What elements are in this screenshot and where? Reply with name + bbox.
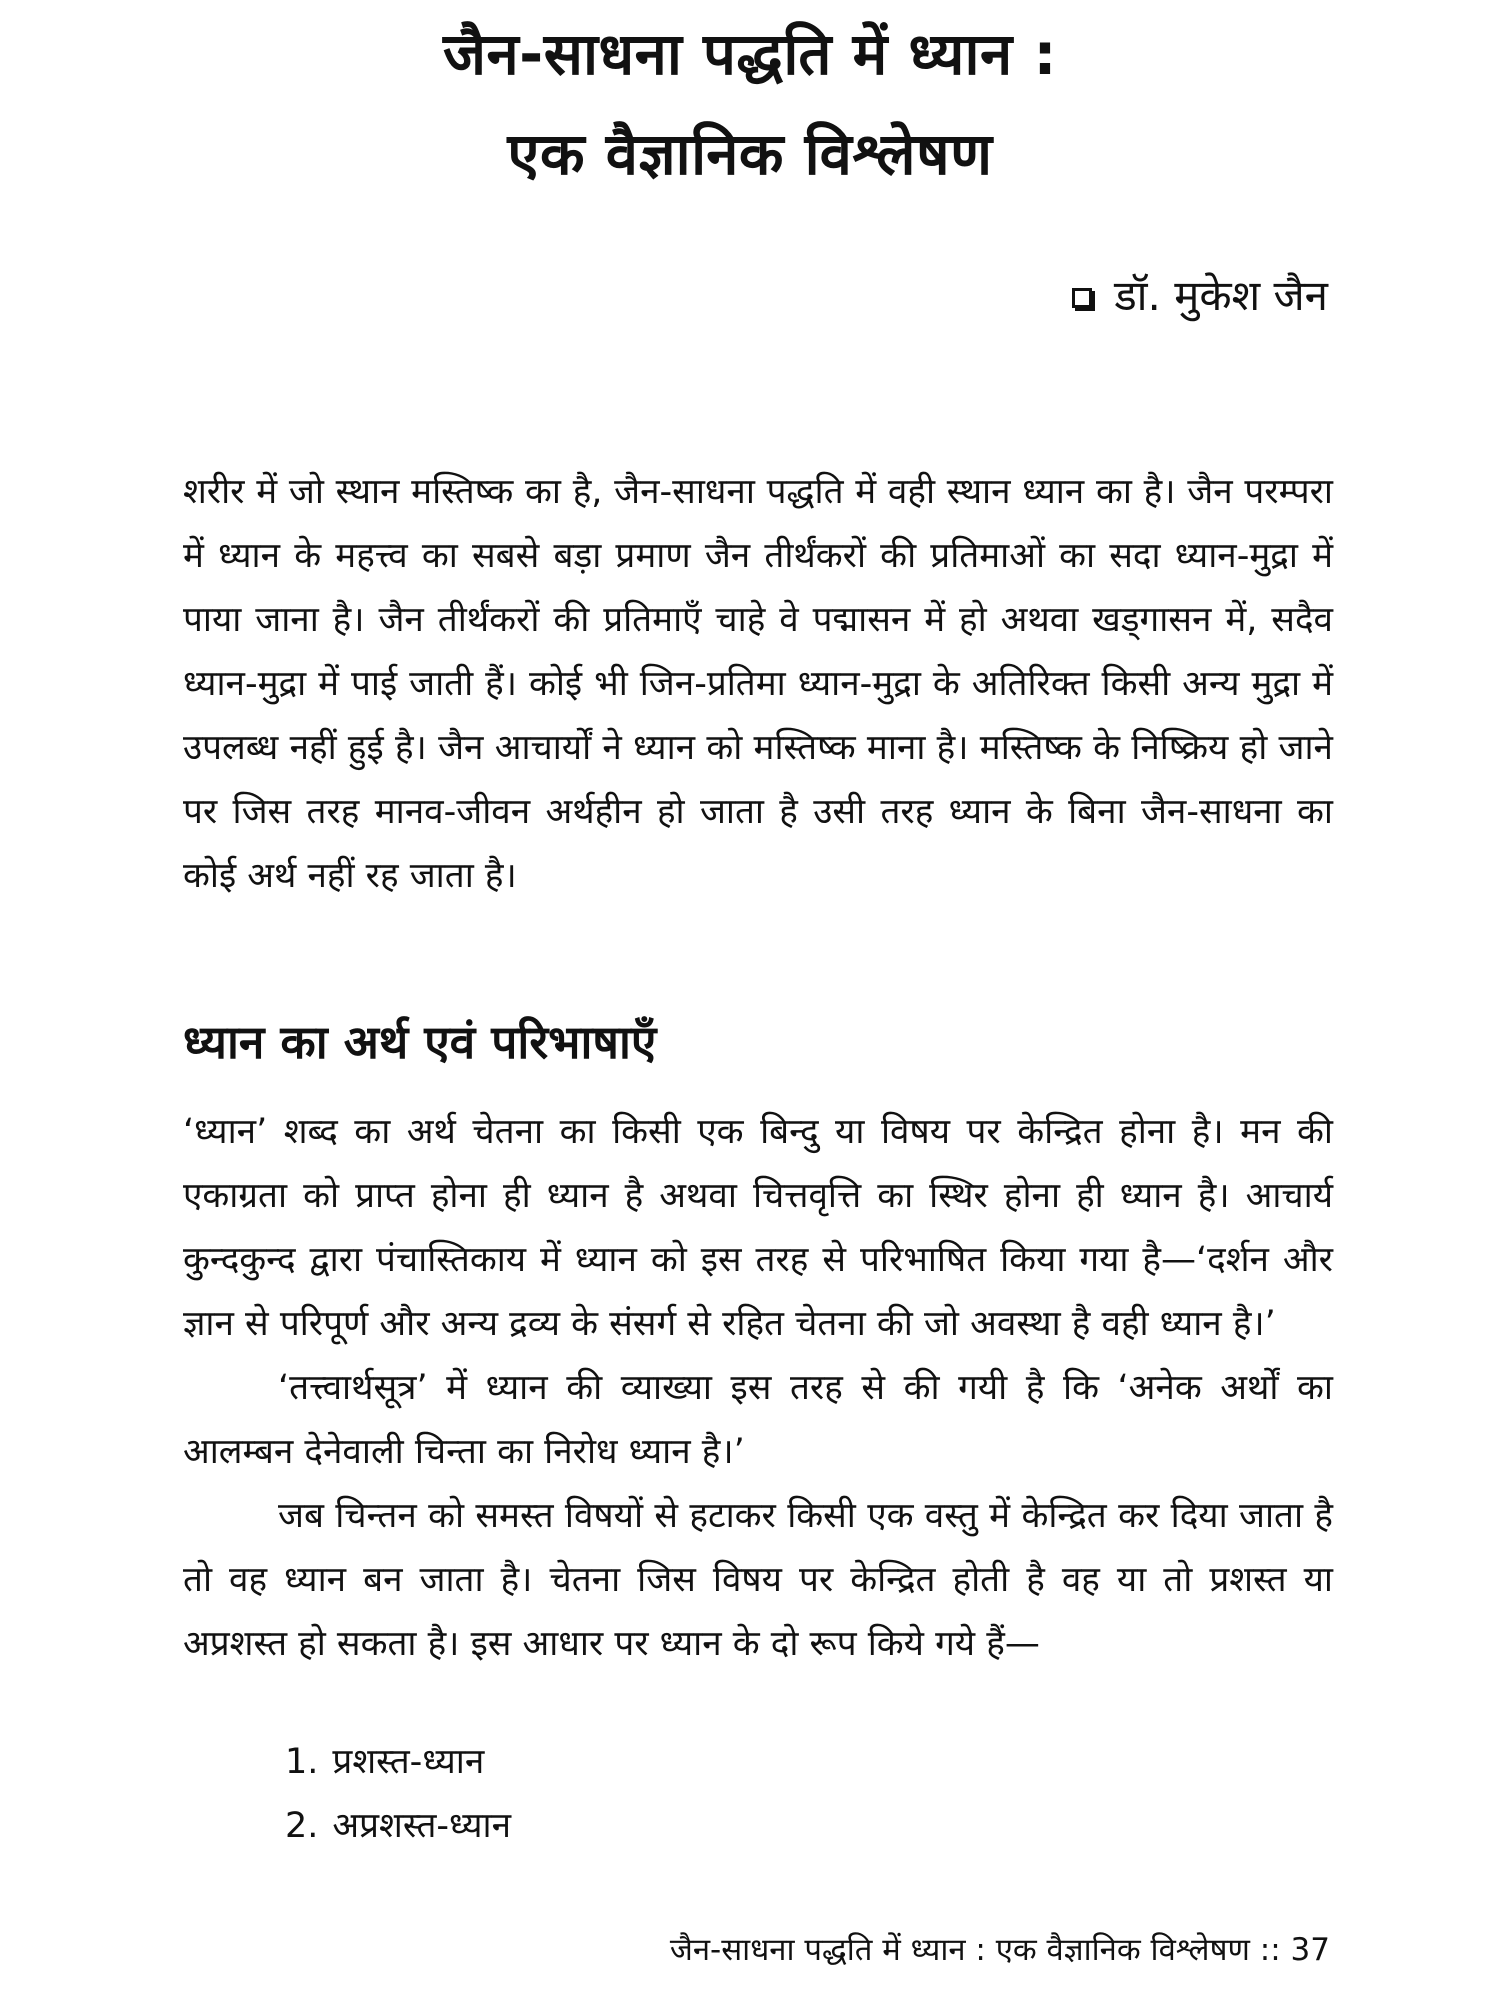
list-item-number: 1. — [285, 1742, 319, 1782]
list-item — [285, 1794, 511, 1858]
section-paragraph-2: ‘तत्त्वार्थसूत्र’ में ध्यान की व्याख्या इस तरह से की गयी है कि ‘अनेक अर्थों का आलम्बन देनेवाली चिन्ता का निरोध ध्यान है।’ — [183, 1368, 1333, 1472]
list-item-text: अप्रशस्त-ध्यान — [332, 1806, 512, 1846]
footer-separator: :: — [1259, 1932, 1281, 1968]
list-item-number: 2. — [285, 1806, 319, 1846]
article-title-line-2: एक वैज्ञानिक विश्लेषण — [507, 120, 993, 188]
author-byline — [1072, 268, 1328, 324]
list-item — [285, 1730, 511, 1794]
intro-paragraph: शरीर में जो स्थान मस्तिष्क का है, जैन-साधना पद्धति में वही स्थान ध्यान का है। जैन परम्परा में ध्यान के महत्त्व का सबसे बड़ा प्रमाण जैन तीर्थंकरों की प्रतिमाओं का सदा ध्यान-मुद्रा में पाया जाना है। जैन तीर्थंकरों की प्रतिमाएँ चाहे वे पद्मासन में हो अथवा खड्गासन में, सदैव ध्यान-मुद्रा में पाई जाती हैं। कोई भी जिन-प्रतिमा ध्यान-मुद्रा के अतिरिक्त किसी अन्य मुद्रा में उपलब्ध नहीं हुई है। जैन आचार्यों ने ध्यान को मस्तिष्क माना है। मस्तिष्क के निष्क्रिय हो जाने पर जिस तरह मानव-जीवन अर्थहीन हो जाता है उसी तरह ध्यान के बिना जैन-साधना का कोई अर्थ नहीं रह जाता है। — [183, 472, 1333, 896]
section-paragraph-3: जब चिन्तन को समस्त विषयों से हटाकर किसी एक वस्तु में केन्द्रित कर दिया जाता है तो वह ध्यान बन जाता है। चेतना जिस विषय पर केन्द्रित होती है वह या तो प्रशस्त या अप्रशस्त हो सकता है। इस आधार पर ध्यान के दो रूप किये गये हैं— — [183, 1496, 1333, 1664]
dhyana-types-list — [285, 1730, 511, 1858]
author-name: डॉ. मुकेश जैन — [1114, 271, 1328, 320]
square-bullet-icon — [1072, 288, 1092, 308]
section-body — [183, 1100, 1333, 1676]
page-footer — [670, 1928, 1330, 1972]
list-item-text: प्रशस्त-ध्यान — [332, 1742, 485, 1782]
article-title-line-1: जैन-साधना पद्धति में ध्यान : — [442, 20, 1058, 88]
section-paragraph-1: ‘ध्यान’ शब्द का अर्थ चेतना का किसी एक बिन्दु या विषय पर केन्द्रित होना है। मन की एकाग्रता को प्राप्त होना ही ध्यान है अथवा चित्तवृत्ति का स्थिर होना ही ध्यान है। आचार्य कुन्दकुन्द द्वारा पंचास्तिकाय में ध्यान को इस तरह से परिभाषित किया गया है—‘दर्शन और ज्ञान से परिपूर्ण और अन्य द्रव्य के संसर्ग से रहित चेतना की जो अवस्था है वही ध्यान है।’ — [183, 1112, 1333, 1344]
page-number: 37 — [1290, 1932, 1330, 1968]
section-heading: ध्यान का अर्थ एवं परिभाषाएँ — [183, 1015, 657, 1069]
running-title: जैन-साधना पद्धति में ध्यान : एक वैज्ञानिक विश्लेषण — [669, 1932, 1250, 1968]
